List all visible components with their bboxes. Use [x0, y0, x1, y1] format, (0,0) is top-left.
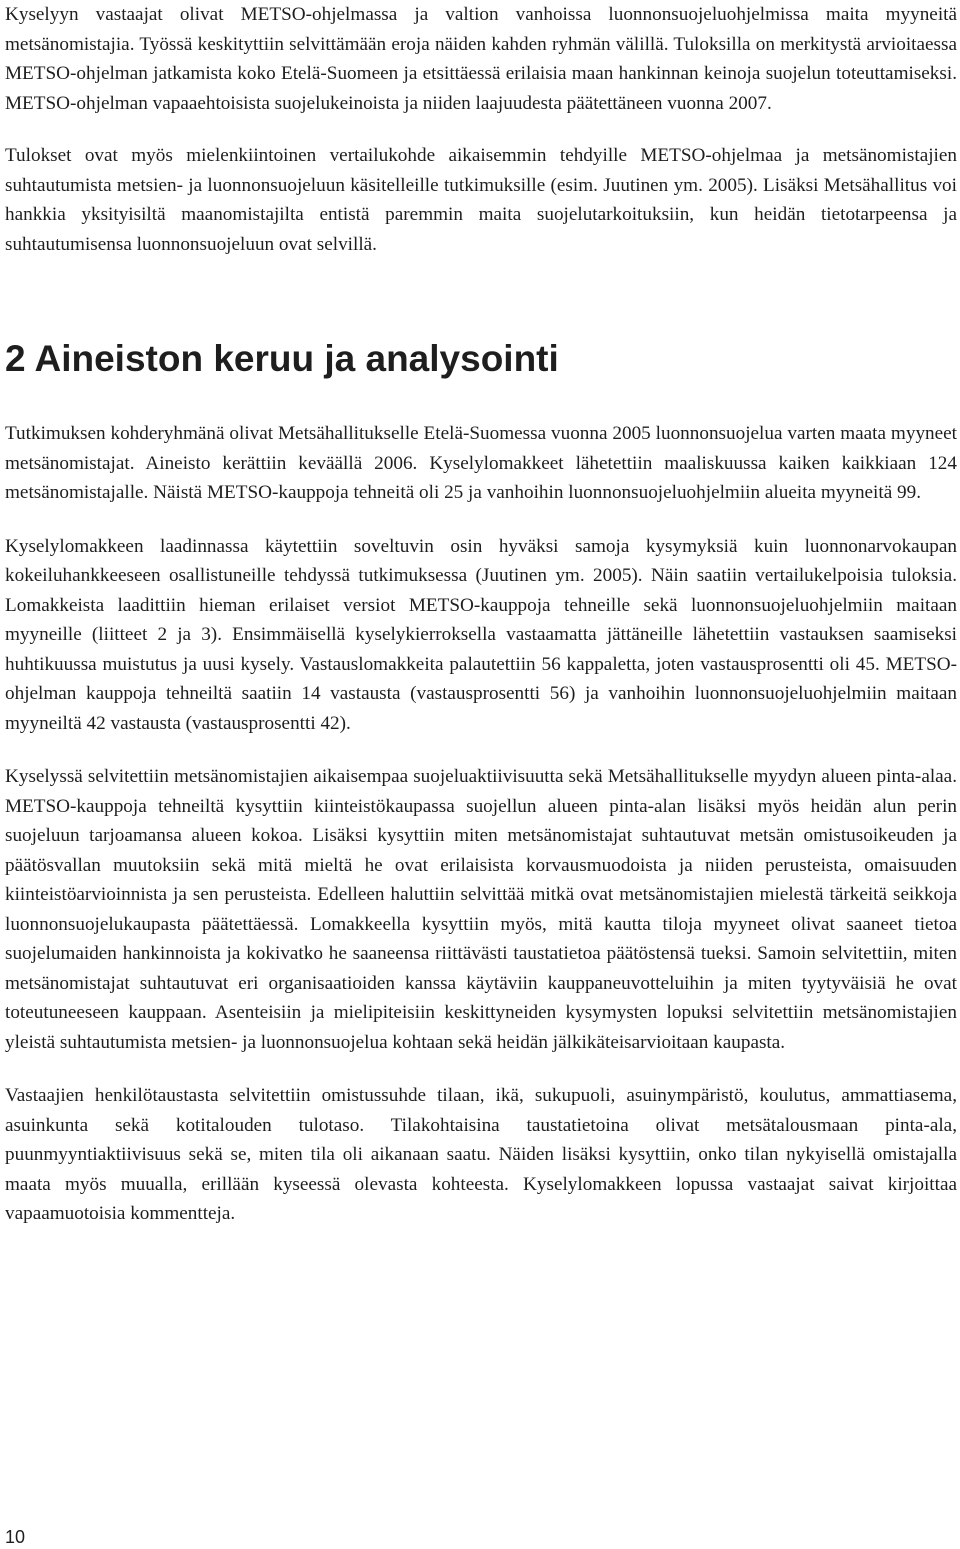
paragraph-respondents: Kyselyyn vastaajat olivat METSO-ohjelmassa ja valtion vanhoissa luonnonsuojeluohjelmissa maita myyneitä metsänomistajia. Työssä keskityttiin selvittämään eroja näiden kahden ryhmän välillä. Tuloksilla on merkitystä arvioitaessa METSO-ohjelman jatkamista koko Etelä-Suomeen ja etsittäessä erilaisia maan hankinnan keinoja suojelun toteuttamiseksi. METSO-ohjelman vapaaehtoisista suojelukeinoista ja niiden laajuudesta päätettäneen vuonna 2007.	[5, 4, 957, 114]
paragraph-target-group: Tutkimuksen kohderyhmänä olivat Metsähallitukselle Etelä-Suomessa vuonna 2005 luonnonsuojelua varten maata myyneet metsänomistajat. Aineisto kerättiin keväällä 2006. Kyselylomakkeet lähetettiin maaliskuussa kaiken kaikkiaan 124 metsänomistajalle. Näistä METSO-kauppoja tehneitä oli 25 ja vanhoihin luonnonsuojeluohjelmiin alueita myyneitä 99.	[5, 423, 957, 503]
paragraph-background: Vastaajien henkilötaustasta selvitettiin omistussuhde tilaan, ikä, sukupuoli, asuinympäristö, koulutus, ammattiasema, asuinkunta sekä kotitalouden tulotaso. Tilakohtaisina taustatietoina olivat metsätalousmaan pinta-ala, puunmyyntiaktiivisuus sekä se, miten tila oli aikanaan saatu. Näiden lisäksi kysyttiin, onko tilan nykyisellä omistajalla maata myös muualla, erillään kyseessä olevasta kohteesta. Kyselylomakkeen lopussa vastaajat saivat kirjoittaa vapaamuotoisia kommentteja.	[5, 1085, 957, 1224]
paragraph-results-comparison: Tulokset ovat myös mielenkiintoinen vertailukohde aikaisemmin tehdyille METSO-ohjelmaa ja metsänomistajien suhtautumista metsien- ja luonnonsuojeluun käsitelleille tutkimuksille (esim. Juutinen ym. 2005). Lisäksi Metsähallitus voi hankkia yksityisiltä maanomistajilta entistä paremmin maita suojelutarkoituksiin, kun heidän tietotarpeensa ja suhtautumisensa luonnonsuojeluun ovat selvillä.	[5, 145, 957, 255]
paragraph-questionnaire: Kyselylomakkeen laadinnassa käytettiin soveltuvin osin hyväksi samoja kysymyksiä kuin luonnonarvokaupan kokeiluhankkeeseen osallistuneille tehdyssä tutkimuksessa (Juutinen ym. 2005). Näin saatiin vertailukelpoisia tuloksia. Lomakkeista laadittiin hieman erilaiset versiot METSO-kauppoja tehneille sekä luonnonsuojeluohjelmiin maitaan myyneille (liitteet 2 ja 3). Ensimmäisellä kyselykierroksella vastaamatta jättäneille lähetettiin vastauksen saamiseksi huhtikuussa muistutus ja uusi kysely. Vastauslomakkeita palautettiin 56 kappaletta, joten vastausprosentti oli 45. METSO-ohjelman kauppoja tehneiltä saatiin 14 vastausta (vastausprosentti 56) ja vanhoihin luonnonsuojeluohjelmiin maitaan myyneiltä 42 vastausta (vastausprosentti 42).	[5, 535, 957, 734]
document-page	[5, 0, 957, 1229]
paragraph-survey-topics: Kyselyssä selvitettiin metsänomistajien aikaisempaa suojeluaktiivisuutta sekä Metsähallitukselle myydyn alueen pinta-alaa. METSO-kauppoja tehneiltä kysyttiin kiinteistökaupassa suojellun alueen pinta-alan lisäksi myös heidän alun perin suojeluun tarjoamansa alueen kokoa. Lisäksi kysyttiin miten metsänomistajat suhtautuvat metsän omistusoikeuden ja päätösvallan muutoksiin sekä mitä mieltä he ovat erilaisista korvausmuodoista ja niiden perusteista, omaisuuden kiinteistöarvioinnista ja sen perusteista. Edelleen haluttiin selvittää mitkä ovat metsänomistajien mielestä tärkeitä seikkoja luonnonsuojelukaupasta päätettäessä. Lomakkeella kysyttiin myös, mitä kautta tiloja myyneet olivat saaneet tietoa suojelumaiden hankinnoista ja kokivatko he saaneensa riittävästi taustatietoa päätöstensä tueksi. Samoin selvitettiin, miten metsänomistajat suhtautuvat eri organisaatioiden kanssa käytäviin kauppaneuvotteluihin ja miten tyytyväisiä he ovat toteutuneeseen kauppaan. Asenteisiin ja mielipiteisiin keskittyneiden kysymysten lopuksi selvitettiin metsänomistajien yleistä suhtautumista metsien- ja luonnonsuojelua kohtaan sekä heidän jälkikäteisarvioitaan kaupasta.	[5, 766, 957, 1053]
section-heading: 2 Aineiston keruu ja analysointi	[5, 338, 559, 379]
page-number: 10	[5, 1527, 26, 1547]
